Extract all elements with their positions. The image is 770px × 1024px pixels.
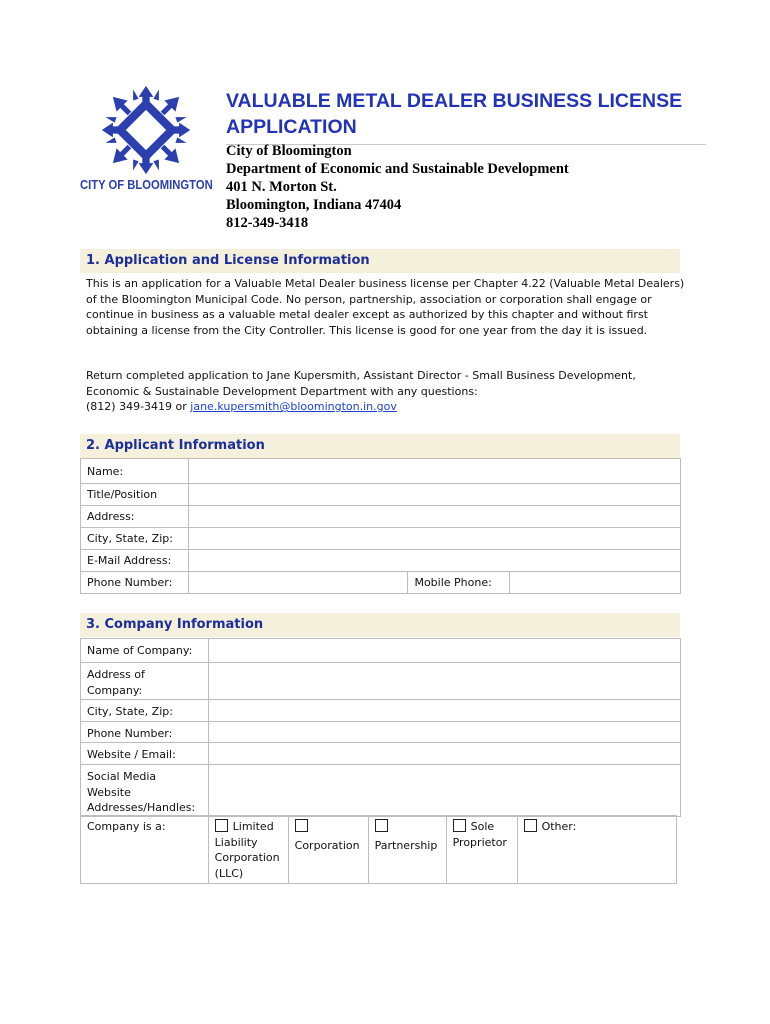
- sole-label: Sole Proprietor: [452, 820, 507, 849]
- contact-email-link[interactable]: jane.kupersmith@bloomington.in.gov: [190, 400, 397, 414]
- section-2-heading: 2. Applicant Information: [80, 434, 680, 458]
- option-partnership[interactable]: [368, 816, 446, 884]
- org-department: Department of Economic and Sustainable Development: [226, 161, 569, 177]
- company-name-field[interactable]: [208, 639, 680, 663]
- company-city-state-zip-label: City, State, Zip:: [81, 700, 209, 722]
- phone-label: Phone Number:: [81, 572, 189, 594]
- mobile-label: Mobile Phone:: [408, 572, 510, 594]
- phone-field[interactable]: [188, 572, 408, 594]
- email-label: E-Mail Address:: [81, 550, 189, 572]
- city-state-zip-label: City, State, Zip:: [81, 528, 189, 550]
- llc-label: Limited Liability Corporation (LLC): [214, 820, 280, 880]
- option-sole-proprietor[interactable]: [446, 816, 517, 884]
- company-address-field[interactable]: [208, 663, 680, 700]
- org-city-state: Bloomington, Indiana 47404: [226, 197, 402, 213]
- section-1-heading: 1. Application and License Information: [80, 249, 680, 273]
- website-email-label: Website / Email:: [81, 743, 209, 765]
- section-3-heading: 3. Company Information: [80, 613, 680, 637]
- contact-line: [86, 399, 686, 415]
- company-address-label: Address of Company:: [81, 663, 209, 700]
- option-other[interactable]: [517, 816, 676, 884]
- llc-checkbox[interactable]: [215, 819, 228, 832]
- applicant-table: [80, 458, 681, 594]
- city-state-zip-field[interactable]: [188, 528, 680, 550]
- corporation-checkbox[interactable]: [295, 819, 308, 832]
- other-label: Other:: [541, 820, 577, 833]
- section-1-intro: This is an application for a Valuable Metal Dealer business license per Chapter 4.22 (Valuable Metal Dealers) of the Bloomington Municipal Code. No person, partnership, association or corporation shall engage or continue in business as a valuable metal dealer except as authorized by this chapter and without first obtaining a license from the City Controller. This license is good for one year from the day it is issued.: [86, 277, 685, 337]
- partnership-checkbox[interactable]: [375, 819, 388, 832]
- org-city: City of Bloomington: [226, 143, 352, 159]
- partnership-label: Partnership: [374, 838, 438, 852]
- name-field[interactable]: [188, 459, 680, 484]
- company-phone-field[interactable]: [208, 722, 680, 743]
- title-position-label: Title/Position: [81, 484, 189, 506]
- company-table: [80, 638, 681, 817]
- sole-checkbox[interactable]: [453, 819, 466, 832]
- website-email-field[interactable]: [208, 743, 680, 765]
- address-field[interactable]: [188, 506, 680, 528]
- social-media-field[interactable]: [208, 765, 680, 817]
- address-label: Address:: [81, 506, 189, 528]
- company-city-state-zip-field[interactable]: [208, 700, 680, 722]
- logo-text: CITY OF BLOOMINGTON: [80, 178, 213, 192]
- social-media-label: Social Media Website Addresses/Handles:: [81, 765, 209, 817]
- page-title: VALUABLE METAL DEALER BUSINESS LICENSE APPLICATION: [226, 88, 706, 145]
- city-logo: [80, 84, 214, 192]
- name-label: Name:: [81, 459, 189, 484]
- snowflake-logo-icon: [100, 84, 192, 176]
- other-checkbox[interactable]: [524, 819, 537, 832]
- section-1-contact: [86, 368, 686, 415]
- option-corporation[interactable]: [288, 816, 368, 884]
- contact-phone: (812) 349-3419 or: [86, 400, 191, 414]
- contact-text: Return completed application to Jane Kupersmith, Assistant Director - Small Business Development, Economic & Sustainable Development Department with any questions:: [86, 369, 636, 398]
- company-name-label: Name of Company:: [81, 639, 209, 663]
- org-street: 401 N. Morton St.: [226, 179, 337, 195]
- org-phone: 812-349-3418: [226, 215, 309, 231]
- option-llc[interactable]: [208, 816, 288, 884]
- mobile-field[interactable]: [510, 572, 681, 594]
- company-is-label: Company is a:: [81, 816, 209, 884]
- company-type-table: [80, 815, 677, 884]
- company-phone-label: Phone Number:: [81, 722, 209, 743]
- org-address-block: [226, 142, 569, 232]
- email-field[interactable]: [188, 550, 680, 572]
- title-position-field[interactable]: [188, 484, 680, 506]
- corporation-label: Corporation: [294, 838, 360, 852]
